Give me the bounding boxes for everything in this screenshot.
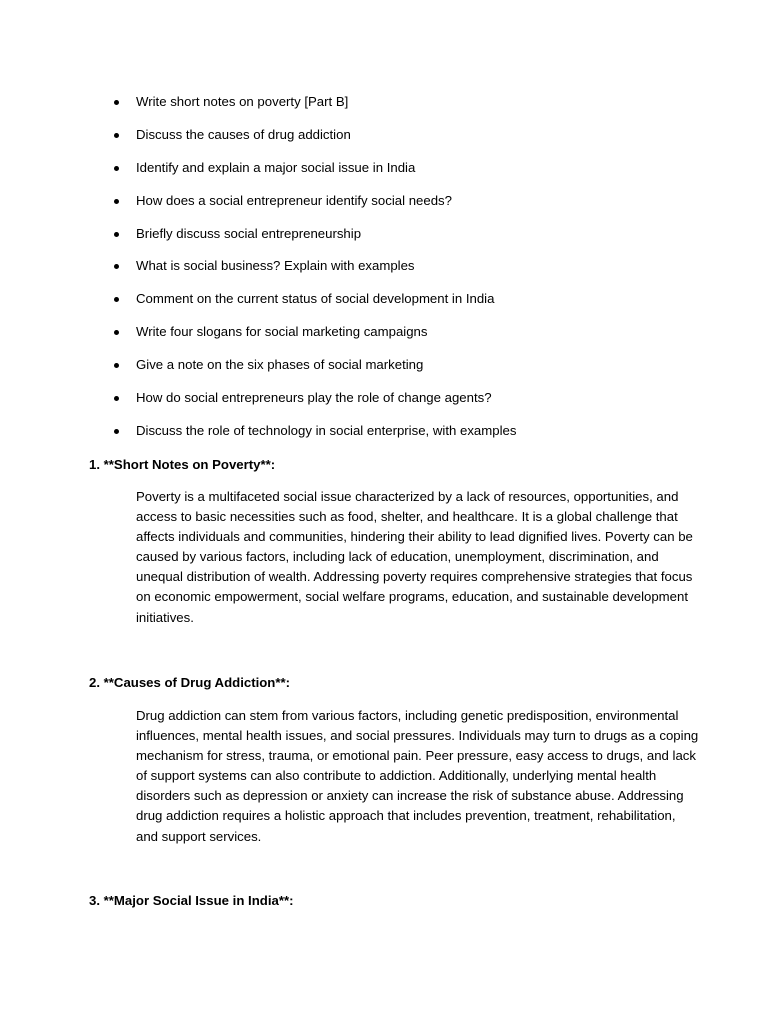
paragraph-line: Drug addiction can stem from various factors, including genetic predisposition, environmental <box>136 708 679 723</box>
paragraph-line: access to basic necessities such as food, shelter, and healthcare. It is a global challenge that <box>136 509 678 525</box>
question-text: Identify and explain a major social issue in India <box>136 159 416 175</box>
bullet-icon <box>114 264 119 269</box>
section-heading-drug-addiction: 2. **Causes of Drug Addiction**: <box>89 675 291 690</box>
paragraph-line: of support systems can also contribute to addiction. Additionally, underlying mental health <box>136 768 657 784</box>
bullet-icon <box>114 199 119 204</box>
paragraph-line: mechanism for stress, trauma, or emotional pain. Peer pressure, easy access to drugs, and lack <box>136 748 696 764</box>
section-heading-poverty: 1. **Short Notes on Poverty**: <box>89 457 276 472</box>
paragraph-line: and support services. <box>136 828 262 844</box>
question-text: Give a note on the six phases of social marketing <box>136 357 424 373</box>
bullet-icon <box>114 363 119 368</box>
paragraph-line: on economic empowerment, social welfare programs, education, and sustainable development <box>136 589 688 605</box>
paragraph-line: affects individuals and communities, hindering their ability to lead dignified lives. Poverty can be <box>136 529 693 545</box>
question-text: Write short notes on poverty [Part B] <box>136 94 349 109</box>
paragraph-line: caused by various factors, including lack of education, unemployment, discrimination, and <box>136 549 659 565</box>
paragraph-line: influences, mental health issues, and social pressures. Individuals may turn to drugs as a coping <box>136 728 699 744</box>
question-text: Comment on the current status of social development in India <box>136 291 495 307</box>
section-body-poverty <box>136 487 693 628</box>
paragraph-line: Poverty is a multifaceted social issue characterized by a lack of resources, opportunities, and <box>136 489 679 504</box>
question-text: How do social entrepreneurs play the role of change agents? <box>136 390 492 406</box>
bullet-icon <box>114 100 119 105</box>
question-text: Discuss the role of technology in social enterprise, with examples <box>136 422 517 438</box>
question-text: What is social business? Explain with examples <box>136 258 415 274</box>
paragraph-line: unequal distribution of wealth. Addressing poverty requires comprehensive strategies that focus <box>136 569 693 585</box>
bullet-icon <box>114 166 119 171</box>
question-text: Discuss the causes of drug addiction <box>136 126 351 142</box>
bullet-icon <box>114 133 119 138</box>
section-heading-social-issue-india: 3. **Major Social Issue in India**: <box>89 893 294 908</box>
bullet-icon <box>114 232 119 237</box>
section-body-drug-addiction <box>136 706 699 847</box>
question-text: Briefly discuss social entrepreneurship <box>136 225 362 241</box>
paragraph-line: initiatives. <box>136 609 194 625</box>
bullet-icon <box>114 429 119 434</box>
question-text: How does a social entrepreneur identify social needs? <box>136 192 452 208</box>
bullet-icon <box>114 297 119 302</box>
bullet-icon <box>114 330 119 335</box>
bullet-icon <box>114 396 119 401</box>
paragraph-line: disorders such as depression or anxiety can increase the risk of substance abuse. Addressing <box>136 788 684 804</box>
question-text: Write four slogans for social marketing campaigns <box>136 324 428 340</box>
paragraph-line: drug addiction requires a holistic approach that includes prevention, treatment, rehabilitation, <box>136 808 676 824</box>
